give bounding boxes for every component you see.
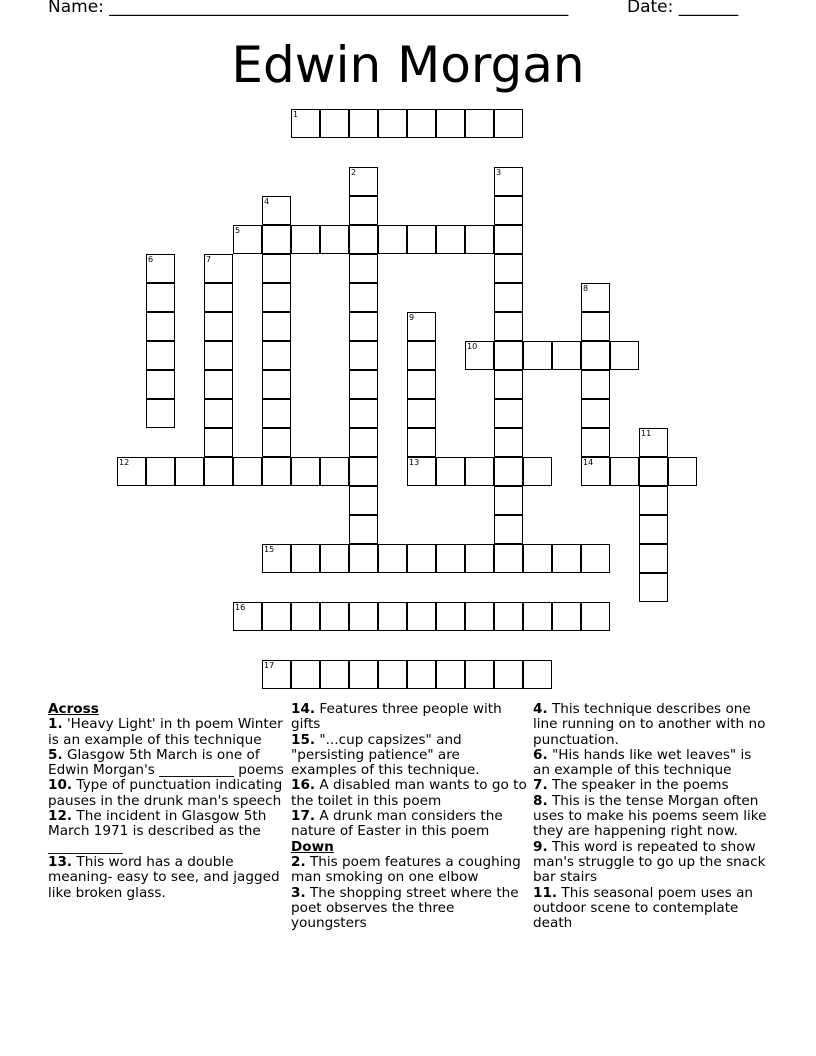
cell-number: 7 — [206, 255, 212, 264]
clue-number: 7. — [533, 777, 548, 794]
clue-item — [291, 778, 527, 809]
clue-number: 8. — [533, 792, 548, 809]
grid-cell[interactable] — [262, 341, 291, 370]
grid-cell[interactable] — [349, 312, 378, 341]
clue-text: Features three people with gifts — [291, 701, 502, 733]
clues-column-2 — [291, 702, 527, 931]
clue-text: 'Heavy Light' in th poem Winter is an example of this technique — [48, 716, 283, 748]
grid-cell[interactable] — [378, 544, 407, 573]
grid-cell[interactable] — [465, 225, 494, 254]
clue-item — [48, 855, 284, 901]
grid-cell[interactable] — [581, 457, 610, 486]
cell-number: 16 — [235, 603, 246, 612]
grid-cell[interactable] — [494, 254, 523, 283]
clues-column-1 — [48, 702, 284, 901]
grid-cell[interactable] — [610, 457, 639, 486]
clue-number: 2. — [291, 853, 306, 870]
cell-number: 15 — [264, 545, 275, 554]
grid-cell[interactable] — [494, 660, 523, 689]
clue-item — [533, 778, 769, 793]
cell-number: 17 — [264, 661, 275, 670]
grid-cell[interactable] — [262, 428, 291, 457]
clue-number: 1. — [48, 716, 63, 733]
grid-cell[interactable] — [349, 544, 378, 573]
cell-number: 14 — [583, 458, 594, 467]
across-heading: Across — [48, 701, 99, 717]
grid-cell[interactable] — [204, 399, 233, 428]
grid-cell[interactable] — [407, 341, 436, 370]
grid-cell[interactable] — [146, 341, 175, 370]
grid-cell[interactable] — [552, 602, 581, 631]
cell-number: 4 — [264, 197, 270, 206]
grid-cell[interactable] — [494, 515, 523, 544]
name-field[interactable]: ______________________________________________________ — [109, 0, 569, 17]
grid-cell[interactable] — [349, 225, 378, 254]
clue-item — [533, 886, 769, 932]
clue-item — [291, 855, 527, 886]
grid-cell[interactable] — [523, 544, 552, 573]
clue-item — [533, 748, 769, 779]
clue-text: Type of punctuation indicating pauses in the drunk man's speech — [48, 777, 283, 809]
grid-cell[interactable] — [552, 341, 581, 370]
grid-cell[interactable] — [378, 660, 407, 689]
grid-cell[interactable] — [262, 602, 291, 631]
grid-cell[interactable] — [407, 312, 436, 341]
cell-number: 10 — [467, 342, 478, 351]
grid-cell[interactable] — [262, 196, 291, 225]
grid-cell[interactable] — [349, 341, 378, 370]
cell-number: 9 — [409, 313, 415, 322]
grid-cell[interactable] — [581, 428, 610, 457]
grid-cell[interactable] — [436, 457, 465, 486]
grid-cell[interactable] — [378, 225, 407, 254]
grid-cell[interactable] — [494, 225, 523, 254]
grid-cell[interactable] — [465, 602, 494, 631]
grid-cell[interactable] — [291, 544, 320, 573]
clue-text: This poem features a coughing man smoking on one elbow — [291, 853, 521, 886]
grid-cell[interactable] — [204, 370, 233, 399]
grid-cell[interactable] — [552, 544, 581, 573]
grid-cell[interactable] — [262, 660, 291, 689]
clue-text: This technique describes one line running on to another with no punctuation. — [533, 701, 766, 748]
grid-cell[interactable] — [262, 370, 291, 399]
grid-cell[interactable] — [378, 109, 407, 138]
grid-cell[interactable] — [204, 457, 233, 486]
clue-number: 12. — [48, 808, 73, 825]
grid-cell[interactable] — [494, 312, 523, 341]
grid-cell[interactable] — [320, 544, 349, 573]
grid-cell[interactable] — [262, 225, 291, 254]
clue-text: This word is repeated to show man's struggle to go up the snack bar stairs — [533, 838, 766, 886]
cell-number: 8 — [583, 284, 589, 293]
grid-cell[interactable] — [581, 399, 610, 428]
page-title: Edwin Morgan — [231, 36, 585, 94]
grid-cell[interactable] — [262, 254, 291, 283]
clue-number: 3. — [291, 884, 306, 901]
grid-cell[interactable] — [349, 457, 378, 486]
clue-text: A disabled man wants to go to the toilet in this poem — [291, 777, 527, 809]
clues-column-3 — [533, 702, 769, 931]
grid-cell[interactable] — [494, 370, 523, 399]
clue-number: 14. — [291, 701, 316, 717]
grid-cell[interactable] — [233, 457, 262, 486]
across-clue-list-1 — [48, 717, 284, 901]
grid-cell[interactable] — [146, 457, 175, 486]
clue-number: 4. — [533, 701, 548, 717]
grid-cell[interactable] — [262, 457, 291, 486]
grid-cell[interactable] — [349, 109, 378, 138]
grid-cell[interactable] — [639, 544, 668, 573]
grid-cell[interactable] — [494, 341, 523, 370]
grid-cell[interactable] — [407, 457, 436, 486]
grid-cell[interactable] — [291, 225, 320, 254]
grid-cell[interactable] — [494, 109, 523, 138]
name-label: Name: — [48, 0, 110, 17]
clue-item — [291, 733, 527, 779]
clue-item — [48, 809, 284, 855]
grid-cell[interactable] — [494, 399, 523, 428]
grid-cell[interactable] — [291, 457, 320, 486]
clue-number: 11. — [533, 884, 558, 901]
grid-cell[interactable] — [407, 399, 436, 428]
clue-item — [533, 794, 769, 840]
grid-cell[interactable] — [581, 544, 610, 573]
down-heading: Down — [291, 838, 334, 855]
grid-cell[interactable] — [639, 457, 668, 486]
grid-cell[interactable] — [465, 660, 494, 689]
grid-cell[interactable] — [494, 602, 523, 631]
grid-cell[interactable] — [407, 370, 436, 399]
clue-item — [48, 748, 284, 779]
grid-cell[interactable] — [320, 109, 349, 138]
grid-cell[interactable] — [581, 283, 610, 312]
grid-cell[interactable] — [291, 602, 320, 631]
grid-cell[interactable] — [610, 341, 639, 370]
grid-cell[interactable] — [349, 399, 378, 428]
grid-cell[interactable] — [320, 457, 349, 486]
clue-number: 16. — [291, 777, 316, 794]
grid-cell[interactable] — [494, 457, 523, 486]
clue-number: 15. — [291, 731, 316, 748]
grid-cell[interactable] — [146, 283, 175, 312]
grid-cell[interactable] — [262, 399, 291, 428]
grid-cell[interactable] — [465, 341, 494, 370]
grid-cell[interactable] — [436, 225, 465, 254]
clue-number: 17. — [291, 808, 316, 825]
grid-cell[interactable] — [349, 486, 378, 515]
grid-cell[interactable] — [494, 428, 523, 457]
grid-cell[interactable] — [204, 428, 233, 457]
grid-cell[interactable] — [320, 602, 349, 631]
grid-cell[interactable] — [233, 225, 262, 254]
cell-number: 2 — [351, 168, 357, 177]
grid-cell[interactable] — [349, 428, 378, 457]
grid-cell[interactable] — [262, 312, 291, 341]
clue-text: Glasgow 5th March is one of Edwin Morgan's ___________ poems — [48, 746, 284, 779]
grid-cell[interactable] — [349, 196, 378, 225]
grid-cell[interactable] — [349, 370, 378, 399]
clue-item — [291, 702, 527, 733]
grid-cell[interactable] — [523, 341, 552, 370]
clue-number: 5. — [48, 746, 63, 763]
clue-number: 6. — [533, 746, 548, 763]
grid-cell[interactable] — [204, 254, 233, 283]
cell-number: 6 — [148, 255, 154, 264]
grid-cell[interactable] — [407, 109, 436, 138]
clue-text: A drunk man considers the nature of Easter in this poem — [291, 808, 503, 840]
clue-item — [291, 809, 527, 840]
grid-cell[interactable] — [581, 341, 610, 370]
clue-item — [533, 702, 769, 748]
grid-cell[interactable] — [262, 544, 291, 573]
grid-cell[interactable] — [146, 370, 175, 399]
across-clue-list-2 — [291, 702, 527, 840]
grid-cell[interactable] — [349, 167, 378, 196]
clue-number: 10. — [48, 777, 73, 794]
clue-text: "...cup capsizes" and "persisting patience" are examples of this technique. — [291, 731, 480, 779]
cell-number: 5 — [235, 226, 241, 235]
grid-cell[interactable] — [349, 660, 378, 689]
cell-number: 1 — [293, 110, 299, 119]
grid-cell[interactable] — [378, 602, 407, 631]
clue-number: 9. — [533, 838, 548, 855]
grid-cell[interactable] — [639, 573, 668, 602]
grid-cell[interactable] — [291, 660, 320, 689]
down-clue-list-1 — [291, 855, 527, 931]
grid-cell[interactable] — [146, 254, 175, 283]
grid-cell[interactable] — [204, 283, 233, 312]
grid-cell[interactable] — [639, 515, 668, 544]
clue-text: The shopping street where the poet observes the three youngsters — [291, 884, 519, 932]
clue-item — [48, 778, 284, 809]
clue-text: This is the tense Morgan often uses to make his poems seem like they are happening right now. — [533, 792, 767, 840]
grid-cell[interactable] — [117, 457, 146, 486]
cell-number: 11 — [641, 429, 652, 438]
clue-item — [48, 717, 284, 748]
grid-cell[interactable] — [320, 660, 349, 689]
grid-cell[interactable] — [494, 486, 523, 515]
grid-cell[interactable] — [407, 544, 436, 573]
grid-cell[interactable] — [146, 399, 175, 428]
grid-cell[interactable] — [581, 602, 610, 631]
grid-cell[interactable] — [523, 602, 552, 631]
grid-cell[interactable] — [494, 283, 523, 312]
clue-item — [533, 840, 769, 886]
grid-cell[interactable] — [436, 660, 465, 689]
grid-cell[interactable] — [349, 283, 378, 312]
grid-cell[interactable] — [349, 602, 378, 631]
grid-cell[interactable] — [407, 225, 436, 254]
grid-cell[interactable] — [581, 312, 610, 341]
grid-cell[interactable] — [494, 167, 523, 196]
grid-cell[interactable] — [465, 544, 494, 573]
clue-text: The incident in Glasgow 5th March 1971 is described as the ___________ — [48, 808, 267, 855]
clue-number: 13. — [48, 853, 73, 870]
grid-cell[interactable] — [204, 312, 233, 341]
grid-cell[interactable] — [639, 428, 668, 457]
grid-cell[interactable] — [436, 602, 465, 631]
grid-cell[interactable] — [668, 457, 697, 486]
grid-cell[interactable] — [436, 544, 465, 573]
grid-cell[interactable] — [233, 602, 262, 631]
cell-number: 13 — [409, 458, 420, 467]
grid-cell[interactable] — [465, 457, 494, 486]
grid-cell[interactable] — [407, 428, 436, 457]
grid-cell[interactable] — [349, 254, 378, 283]
clue-item — [291, 886, 527, 932]
grid-cell[interactable] — [494, 196, 523, 225]
clue-text: This seasonal poem uses an outdoor scene to contemplate death — [533, 884, 754, 932]
grid-cell[interactable] — [349, 515, 378, 544]
grid-cell[interactable] — [436, 109, 465, 138]
clue-text: The speaker in the poems — [547, 777, 729, 794]
down-clue-list-2 — [533, 702, 769, 931]
clue-text: "His hands like wet leaves" is an example of this technique — [533, 746, 752, 779]
grid-cell[interactable] — [407, 602, 436, 631]
date-label: Date: — [627, 0, 679, 17]
grid-cell[interactable] — [523, 457, 552, 486]
clue-text: This word has a double meaning- easy to see, and jagged like broken glass. — [48, 853, 280, 901]
grid-cell[interactable] — [320, 225, 349, 254]
grid-cell[interactable] — [262, 283, 291, 312]
cell-number: 12 — [119, 458, 130, 467]
grid-cell[interactable] — [581, 370, 610, 399]
grid-cell[interactable] — [494, 544, 523, 573]
grid-cell[interactable] — [291, 109, 320, 138]
grid-cell[interactable] — [523, 660, 552, 689]
cell-number: 3 — [496, 168, 502, 177]
grid-cell[interactable] — [407, 660, 436, 689]
grid-cell[interactable] — [204, 341, 233, 370]
grid-cell[interactable] — [146, 312, 175, 341]
grid-cell[interactable] — [465, 109, 494, 138]
grid-cell[interactable] — [639, 486, 668, 515]
grid-cell[interactable] — [175, 457, 204, 486]
date-field[interactable]: _______ — [678, 0, 739, 17]
